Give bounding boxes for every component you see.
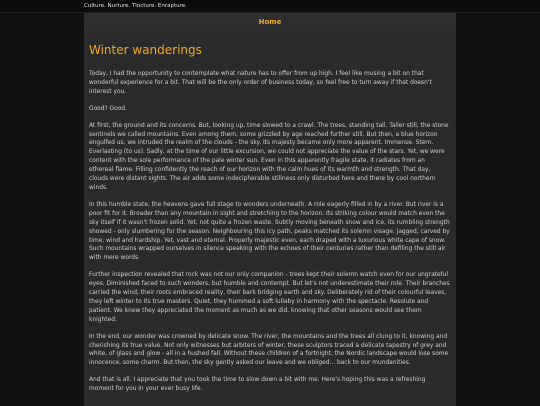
article-paragraph: And that is all. I appreciate that you took the time to slow down a bit with me. Here's hoping this was a refreshing moment for you in your ever busy life. <box>89 377 426 393</box>
main-nav <box>84 13 456 31</box>
article-paragraph: Further inspection revealed that rock was not our only companion - trees kept their solemn watch even for our ungrateful eyes. Diminished faced to such wonders, but humble and contempt. But let's not underestimate their role. Their branches carried the wind, their roots embraced reality, their bark bridging earth and sky. Deliberately rid of their colourful leaves, they left winter to its true masters. Quiet, they hummed a soft lullaby in harmony with the spectacle. Resolute and patient. We knew they appreciated the moment as much as we did, knowing that other seasons would see them knighted. <box>89 272 450 323</box>
site-tagline: Culture. Nurture. Tincture. Enrapture. <box>84 3 187 9</box>
article-paragraph: At first, the ground and its concerns. But, looking up, time slowed to a crawl. The trees, standing tall. Taller still, the stone sentinels we called mountains. Even among them, some grizzled by age reached further still. But then, a blue horizon engulfed us, we intruded the realm of the clouds - the sky. Its majesty became only more apparent. Immense. Stern. Everlasting (to us). Sadly, at the time of our little excursion, we could not appreciate the value of the stars. Yet, we were content with the sole performance of the pale winter sun. Even in this apparently fragile state, it radiates from an ethereal flame. Filling confidently the reach of our horizon with the calm hues of its warmth and strength. That day, clouds were distant sights. The air adds some indecipherable stillness only disturbed here and there by cool northern winds. <box>89 122 449 191</box>
article-paragraph: In the end, our wonder was crowned by delicate snow. The river, the mountains and the trees all clung to it, knowing and cherishing its true value. Not only witnesses but arbiters of winter, these sculptors traced a delicate tapestry of grey and white, of glass and glow - all in a hushed fall. Without these children of a fortnight, the Nordic landscape would lose some innocence, some charm. But then, the sky gently asked our leave and we obliged... back to our mundanities. <box>89 333 449 367</box>
article-paragraph: Today, I had the opportunity to contemplate what nature has to offer from up high. I feel like musing a bit on that wonderful experience for a bit. That will be the only order of business today, so feel free to turn away if that doesn't interest you. <box>89 71 432 95</box>
article-title: Winter wanderings <box>89 43 202 57</box>
article-paragraph: In this humble state, the heavens gave full stage to wonders underneath. A role eagerly filled in by a river. But river is a poor fit for it. Broader than any mountain in sight and stretching to the horizon. Its striking colour would match even the sky itself if it wasn't frozen solid. Yet, not quite a frozen waste. Subtly moving beneath snow and ice, its rumbling strength showed - only slumbering for the season. Neighbouring this icy path, peaks matched its solemn visage. Jagged, carved by time, wind and hardship. Yet, vast and eternal. Properly majestic even, each draped with a luxurious white cape of snow. Such mountains wrapped ourselves in silence speaking with the echoes of their centuries rather than defiling the still air with mere words. <box>89 201 450 262</box>
article-container <box>84 31 456 406</box>
nav-home-link[interactable]: Home <box>258 18 282 26</box>
article-paragraph: Good? Good. <box>89 105 127 112</box>
site-header <box>0 0 540 13</box>
